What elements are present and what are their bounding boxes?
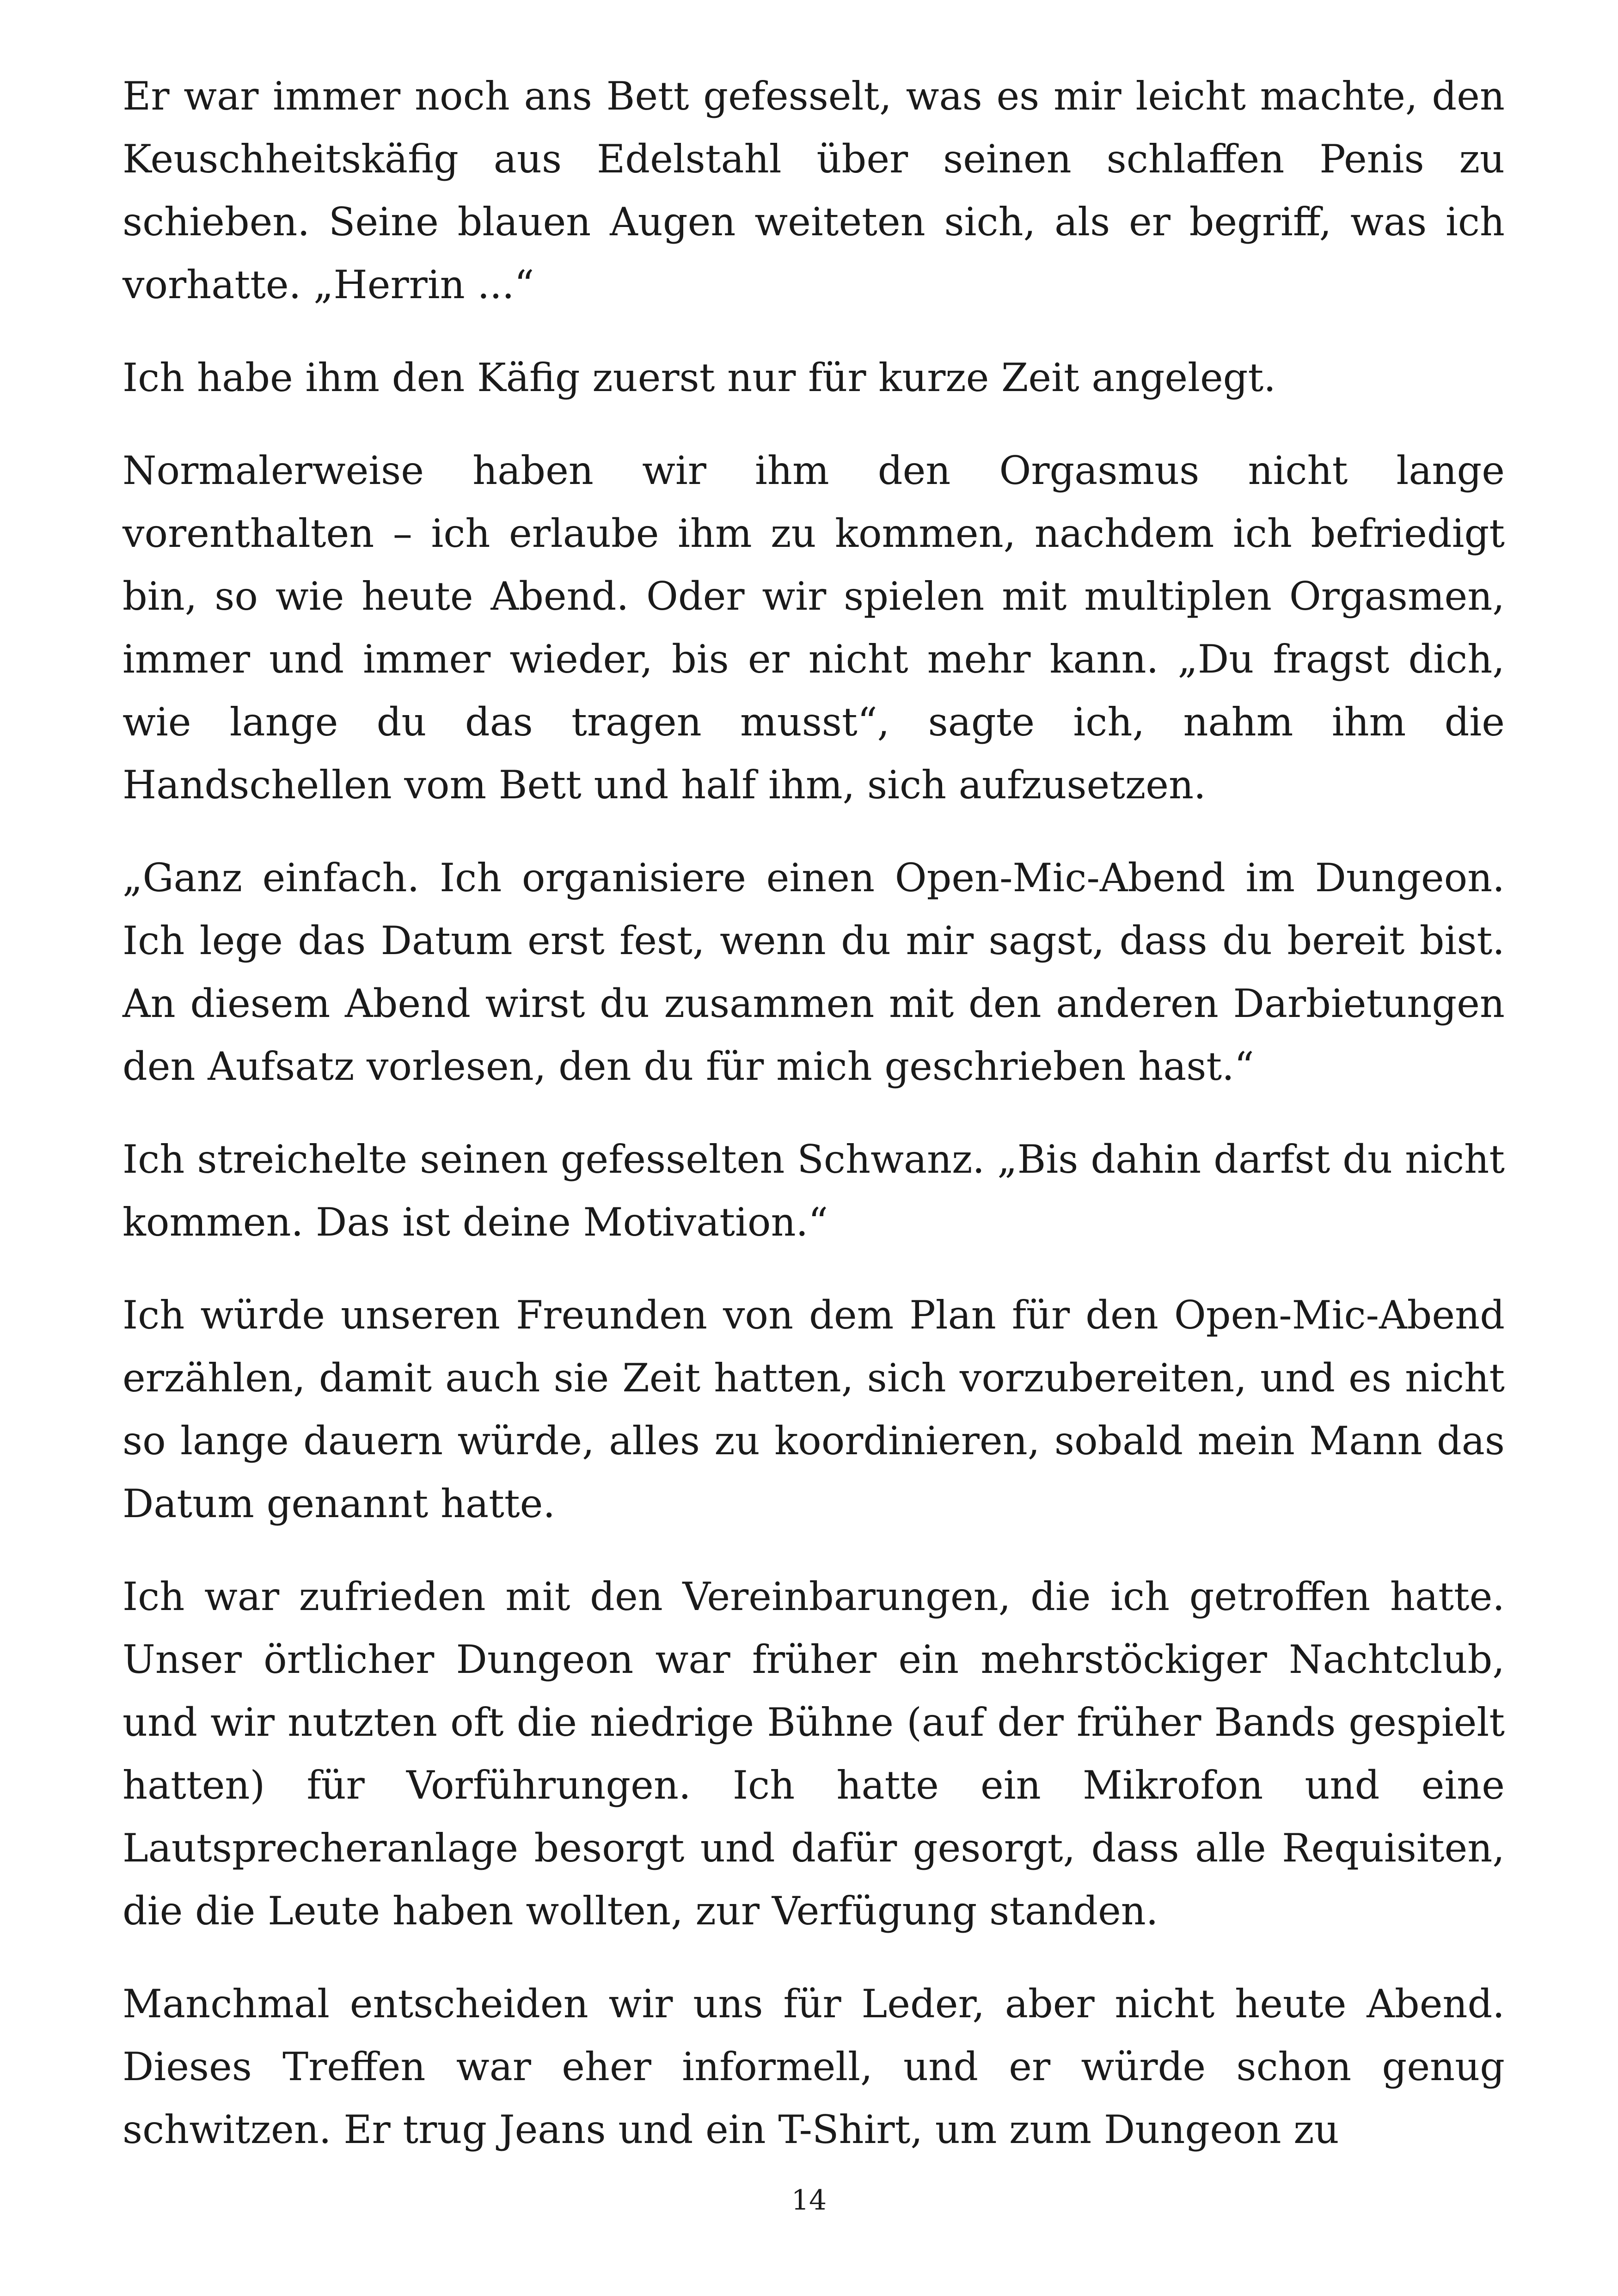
paragraph-7: Ich war zufrieden mit den Vereinbarungen, die ich getroffen hatte. Unser örtlicher Dungeon war früher ein mehrstöckiger Nachtclub, und wir nutzten oft die niedrige Bühne (auf der früher Bands gespielt hatten) für Vorführungen. Ich hatte ein Mikrofon und eine Lautsprecheranlage besorgt und dafür gesorgt, dass alle Requisiten, die die Leute haben wollten, zur Verfügung standen. (123, 1574, 1505, 1934)
document-page (123, 65, 1505, 2191)
paragraph-2: Ich habe ihm den Käfig zuerst nur für kurze Zeit angelegt. (123, 355, 1276, 400)
paragraph-4: „Ganz einfach. Ich organisiere einen Open-Mic-Abend im Dungeon. Ich lege das Datum erst fest, wenn du mir sagst, dass du bereit bist. An diesem Abend wirst du zusammen mit den anderen Darbietungen den Aufsatz vorlesen, den du für mich geschrieben hast.“ (123, 855, 1505, 1089)
page-number: 14 (791, 2184, 827, 2216)
paragraph-5: Ich streichelte seinen gefesselten Schwanz. „Bis dahin darfst du nicht kommen. Das ist deine Motivation.“ (123, 1137, 1505, 1245)
paragraph-1: Er war immer noch ans Bett gefesselt, was es mir leicht machte, den Keuschheitskäfig aus Edelstahl über seinen schlaffen Penis zu schieben. Seine blauen Augen weiteten sich, als er begriff, was ich vorhatte. „Herrin ...“ (123, 73, 1505, 307)
paragraph-8: Manchmal entscheiden wir uns für Leder, aber nicht heute Abend. Dieses Treffen war eher informell, und er würde schon genug schwitzen. Er trug Jeans und ein T-Shirt, um zum Dungeon zu (123, 1981, 1505, 2152)
paragraph-3: Normalerweise haben wir ihm den Orgasmus nicht lange vorenthalten – ich erlaube ihm zu kommen, nachdem ich befriedigt bin, so wie heute Abend. Oder wir spielen mit multiplen Orgasmen, immer und immer wieder, bis er nicht mehr kann. „Du fragst dich, wie lange du das tragen musst“, sagte ich, nahm ihm die Handschellen vom Bett und half ihm, sich aufzusetzen. (123, 448, 1505, 808)
paragraph-6: Ich würde unseren Freunden von dem Plan für den Open-Mic-Abend erzählen, damit auch sie Zeit hatten, sich vorzubereiten, und es nicht so lange dauern würde, alles zu koordinieren, sobald mein Mann das Datum genannt hatte. (123, 1292, 1505, 1526)
